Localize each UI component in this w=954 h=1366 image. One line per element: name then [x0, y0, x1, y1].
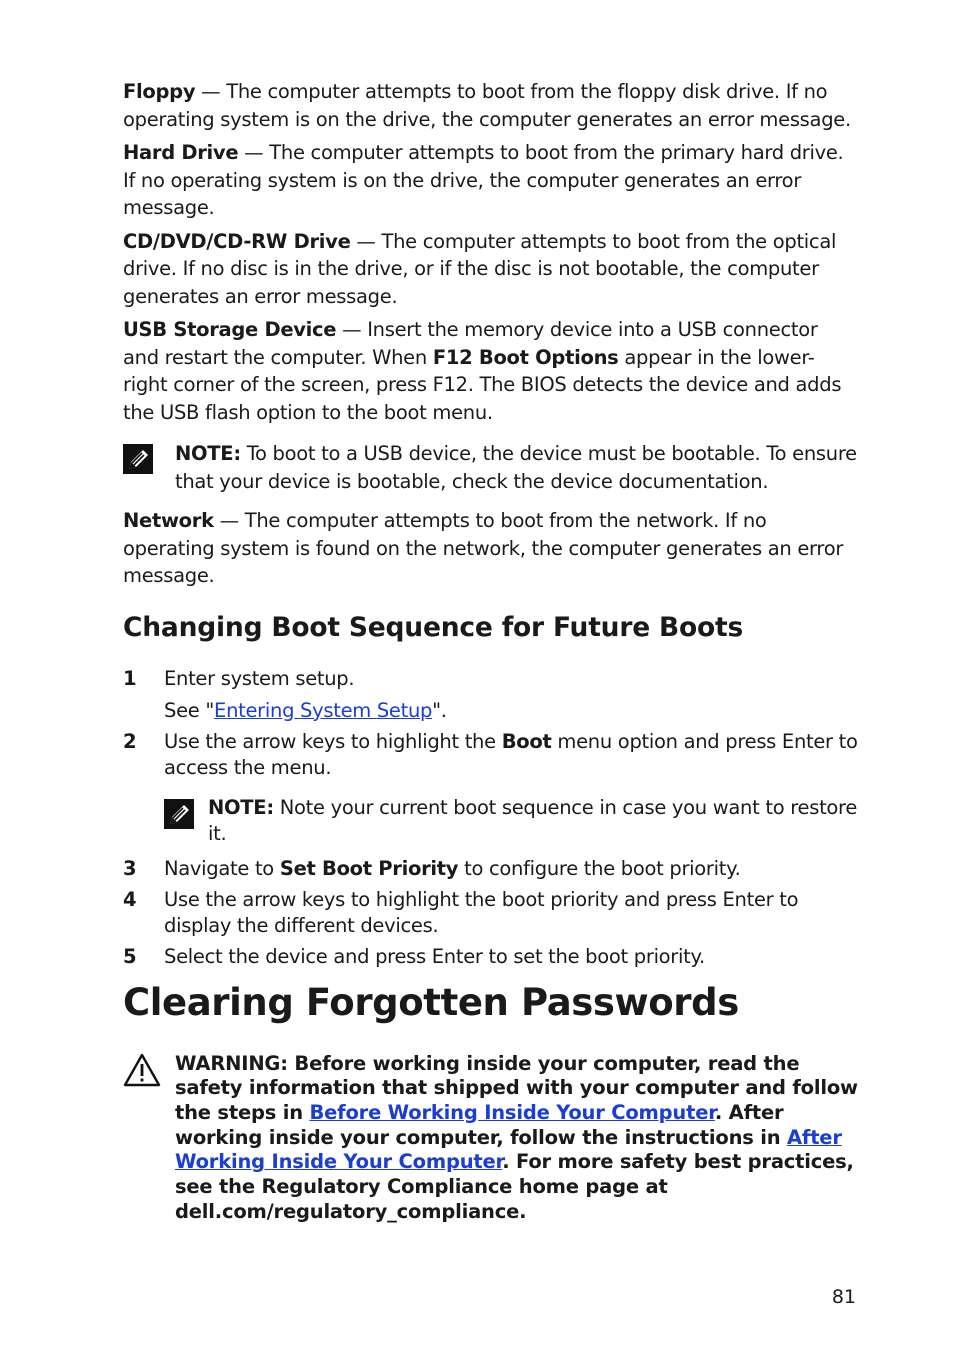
step-4 — [123, 887, 858, 939]
step-5 — [123, 944, 858, 970]
pencil-note-icon — [123, 444, 153, 474]
step-5-text: Select the device and press Enter to set the boot priority. — [164, 944, 705, 968]
see-prefix: See " — [164, 698, 215, 722]
step-3-text-2: to configure the boot priority. — [458, 856, 741, 880]
steps-list — [123, 666, 858, 970]
section-heading: Changing Boot Sequence for Future Boots — [123, 611, 744, 643]
boot-device-hard-drive — [123, 139, 858, 222]
note-boot-sequence — [164, 795, 858, 847]
before-working-link[interactable]: Before Working Inside Your Computer — [309, 1100, 715, 1124]
floppy-description: — The computer attempts to boot from the floppy disk drive. If no operating system is on the drive, the computer generates an error message. — [123, 80, 851, 131]
boot-device-floppy — [123, 78, 858, 133]
step-2-text — [164, 729, 858, 781]
term-floppy: Floppy — [123, 80, 196, 103]
step-2-boot: Boot — [501, 729, 552, 753]
after-working-link[interactable]: After Working Inside Your Computer — [175, 1125, 842, 1174]
note-usb-bootable — [123, 440, 858, 495]
step-2-text-1: Use the arrow keys to highlight the — [164, 729, 502, 753]
optical-drive-description: — The computer attempts to boot from the optical drive. If no disc is in the drive, or if the disc is not bootable, the computer generates an error message. — [123, 229, 837, 308]
step-4-text: Use the arrow keys to highlight the boot priority and press Enter to display the different devices. — [164, 887, 799, 937]
see-suffix: ". — [432, 698, 447, 722]
step-number: 3 — [123, 856, 137, 880]
note-body: To boot to a USB device, the device must be bootable. To ensure that your device is bootable, check the device documentation. — [175, 442, 857, 493]
hard-drive-description: — The computer attempts to boot from the primary hard drive. If no operating system is on the drive, the computer generates an error message. — [123, 141, 844, 219]
term-network: Network — [123, 509, 214, 532]
boot-device-usb — [123, 316, 858, 426]
warning-part-2: . After working inside your computer, follow the instructions in — [175, 1100, 788, 1149]
step-2-text-2: menu option and press Enter to access the menu. — [164, 729, 858, 779]
usb-text-1: — Insert the memory device into a USB connector and restart the computer. When — [123, 318, 818, 369]
document-page — [123, 78, 858, 1224]
step-2 — [123, 729, 858, 851]
note-boot-sequence-text — [208, 795, 858, 847]
step-1-see — [164, 698, 858, 724]
boot-device-network — [123, 507, 858, 590]
step-number: 4 — [123, 887, 137, 911]
warning-text — [175, 1052, 858, 1225]
usb-text-2: appear in the lower-right corner of the screen, press F12. The BIOS detects the device and adds the USB flash option to the boot menu. — [123, 345, 842, 424]
step-1 — [123, 666, 858, 724]
step-1-text: Enter system setup. — [164, 666, 355, 690]
step-number: 2 — [123, 729, 137, 753]
entering-system-setup-link[interactable]: Entering System Setup — [214, 698, 433, 722]
note-label: NOTE: — [208, 795, 274, 819]
warning-part-1: WARNING: Before working inside your computer, read the safety information that shipped with your computer and follow the steps in — [175, 1051, 858, 1124]
page-number: 81 — [831, 1286, 856, 1308]
warning-triangle-icon — [123, 1053, 161, 1087]
boot-device-optical — [123, 228, 858, 311]
note-body: Note your current boot sequence in case you want to restore it. — [208, 795, 858, 845]
note-usb-text — [175, 440, 858, 495]
step-3-set-boot-priority: Set Boot Priority — [279, 856, 459, 880]
note-label: NOTE: — [175, 442, 241, 465]
step-number: 5 — [123, 944, 137, 968]
usb-f12-boot-options: F12 Boot Options — [432, 345, 619, 369]
warning-part-3: . For more safety best practices, see the Regulatory Compliance home page at dell.com/regulatory_compliance. — [175, 1150, 854, 1223]
network-description: — The computer attempts to boot from the network. If no operating system is found on the network, the computer generates an error message. — [123, 509, 844, 587]
term-hard-drive: Hard Drive — [123, 141, 239, 164]
warning-block — [123, 1052, 858, 1225]
term-usb-storage: USB Storage Device — [123, 318, 337, 341]
pencil-note-icon — [164, 799, 194, 829]
term-optical-drive: CD/DVD/CD-RW Drive — [123, 229, 351, 253]
step-3-text — [164, 856, 858, 882]
step-3 — [123, 856, 858, 882]
main-heading: Clearing Forgotten Passwords — [123, 980, 739, 1024]
step-number: 1 — [123, 666, 137, 690]
step-3-text-1: Navigate to — [164, 856, 280, 880]
